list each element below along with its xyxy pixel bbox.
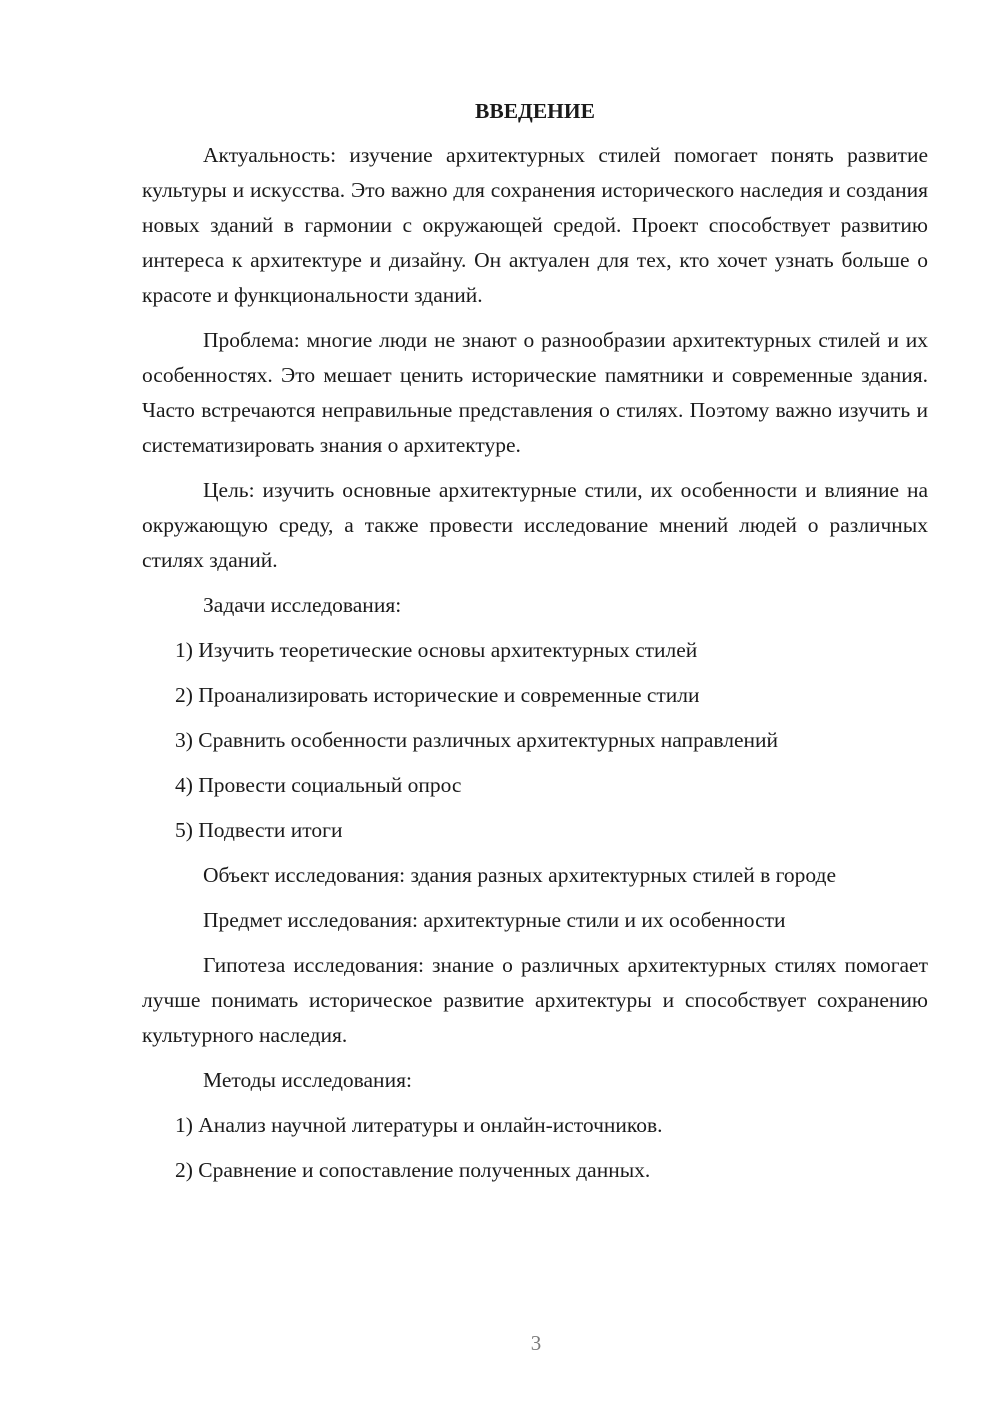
problem-paragraph: Проблема: многие люди не знают о разнообразии архитектурных стилей и их особенностях. Это мешает ценить исторические памятники и современные здания. Часто встречаются неправильные представления о стилях. Поэтому важно изучить и систематизировать знания о архитектуре.: [142, 328, 928, 457]
tasks-list: [142, 633, 928, 848]
document-page: [142, 96, 928, 1198]
hypothesis-paragraph: Гипотеза исследования: знание о различных архитектурных стилях помогает лучше понимать историческое развитие архитектуры и способствует сохранению культурного наследия.: [142, 953, 928, 1047]
relevance-paragraph: Актуальность: изучение архитектурных стилей помогает понять развитие культуры и искусства. Это важно для сохранения исторического наследия и создания новых зданий в гармонии с окружающей средой. Проект способствует развитию интереса к архитектуре и дизайну. Он актуален для тех, кто хочет узнать больше о красоте и функциональности зданий.: [142, 143, 928, 307]
methods-list: [142, 1108, 928, 1188]
methods-heading: Методы исследования:: [203, 1068, 412, 1092]
page-title: ВВЕДЕНИЕ: [475, 99, 595, 123]
subject-paragraph: Предмет исследования: архитектурные стили и их особенности: [203, 908, 786, 932]
method-item: 2) Сравнение и сопоставление полученных данных.: [175, 1158, 651, 1182]
task-item: 5) Подвести итоги: [175, 818, 343, 842]
method-item: 1) Анализ научной литературы и онлайн-источников.: [175, 1113, 663, 1137]
task-item: 1) Изучить теоретические основы архитектурных стилей: [175, 638, 698, 662]
task-item: 4) Провести социальный опрос: [175, 773, 462, 797]
tasks-heading: Задачи исследования:: [203, 593, 402, 617]
object-paragraph: Объект исследования: здания разных архитектурных стилей в городе: [203, 863, 837, 887]
page-number: 3: [530, 1331, 542, 1355]
task-item: 2) Проанализировать исторические и современные стили: [175, 683, 700, 707]
task-item: 3) Сравнить особенности различных архитектурных направлений: [175, 728, 779, 752]
goal-paragraph: Цель: изучить основные архитектурные стили, их особенности и влияние на окружающую среду, а также провести исследование мнений людей о различных стилях зданий.: [142, 478, 928, 572]
